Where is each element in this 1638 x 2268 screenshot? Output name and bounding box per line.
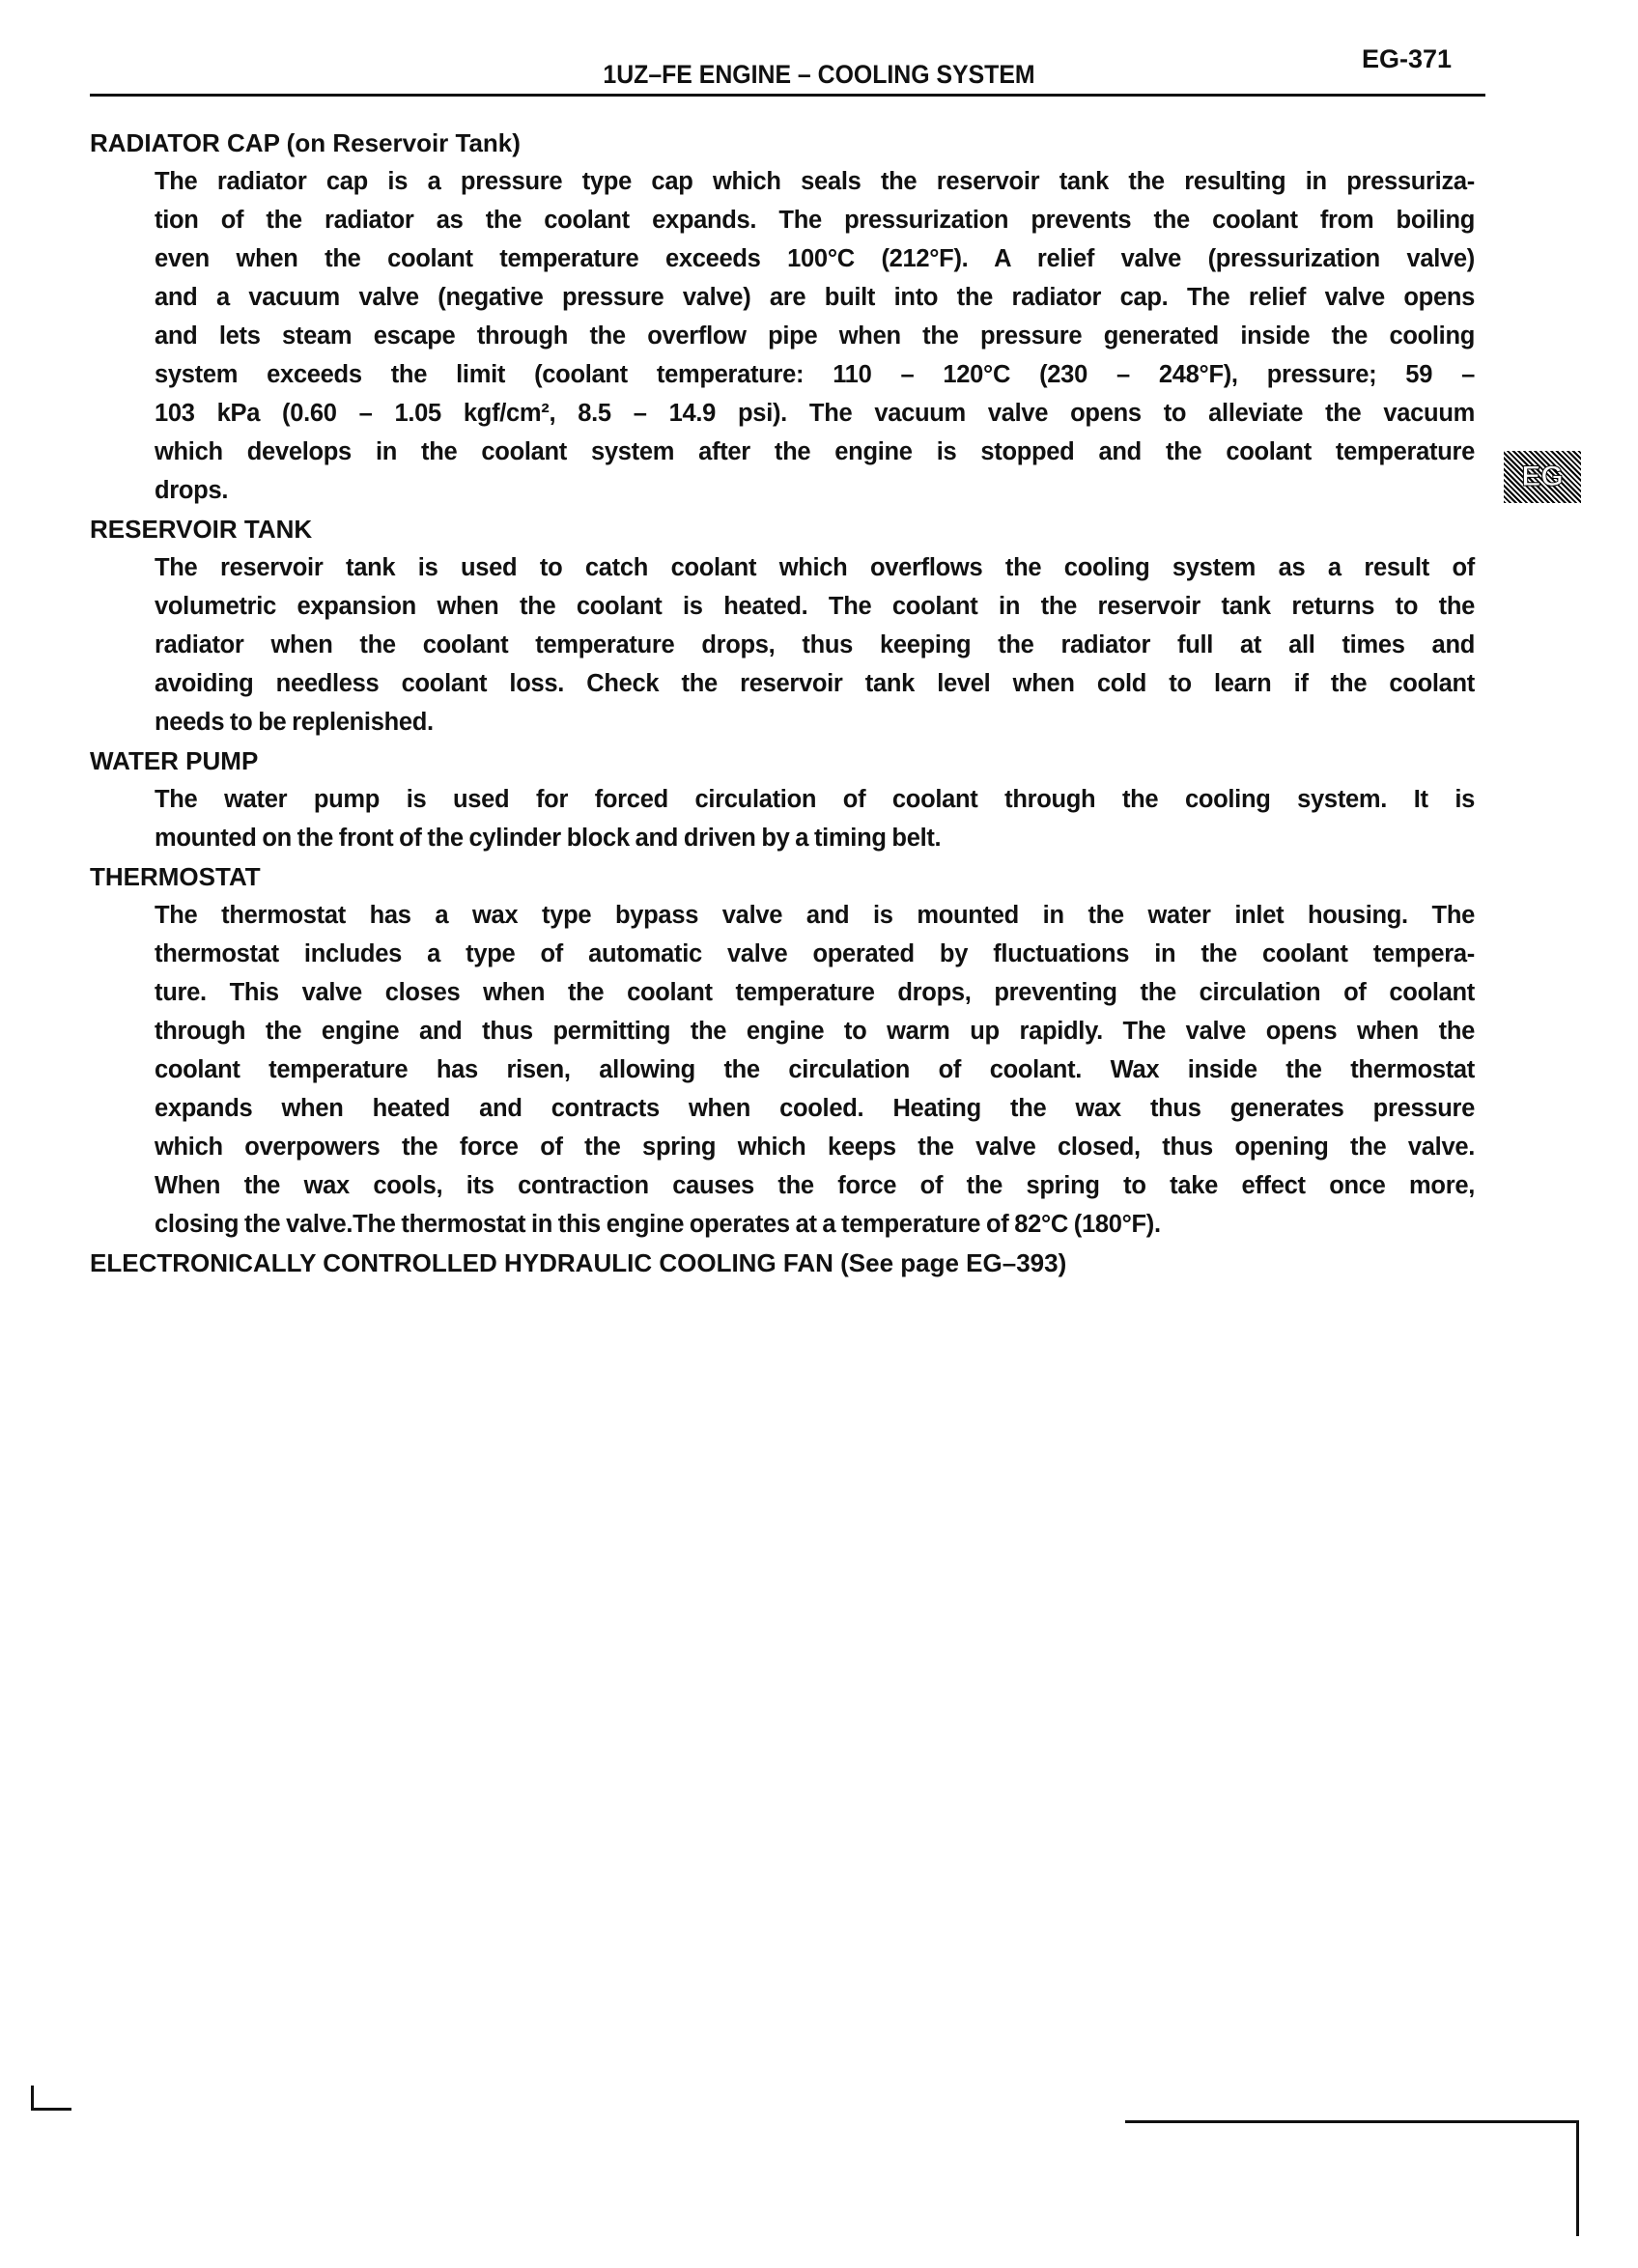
page-number: EG-371 [1362, 44, 1453, 73]
paragraph-line: thermostat includes a type of automatic valve operated by fluctuations in the coolant tempera- [155, 940, 1475, 967]
paragraph-line: and a vacuum valve (negative pressure valve) are built into the radiator cap. The relief valve opens [155, 284, 1475, 311]
section [90, 124, 1485, 510]
paragraph-line: 103 kPa (0.60 – 1.05 kgf/cm², 8.5 – 14.9 psi). The vacuum valve opens to alleviate the vacuum [155, 400, 1475, 427]
paragraph-line: expands when heated and contracts when cooled. Heating the wax thus generates pressure [155, 1095, 1475, 1122]
section-paragraph [155, 780, 1475, 857]
document-body [90, 124, 1485, 1282]
section-heading: RADIATOR CAP (on Reservoir Tank) [90, 128, 521, 157]
paragraph-line: even when the coolant temperature exceeds 100°C (212°F). A relief valve (pressurization valve) [155, 245, 1475, 272]
section-paragraph [155, 548, 1475, 742]
paragraph-line: drops. [155, 477, 229, 504]
footer-bracket [1576, 2120, 1579, 2236]
section [90, 510, 1485, 742]
section-heading: RESERVOIR TANK [90, 515, 313, 544]
paragraph-line: When the wax cools, its contraction causes the force of the spring to take effect once more, [155, 1172, 1475, 1199]
paragraph-line: and lets steam escape through the overflow pipe when the pressure generated inside the cooling [155, 322, 1475, 350]
paragraph-line: which develops in the coolant system after the engine is stopped and the coolant temperature [155, 438, 1475, 465]
section-heading: ELECTRONICALLY CONTROLLED HYDRAULIC COOLING FAN (See page EG–393) [90, 1248, 1067, 1277]
section-title: 1UZ–FE ENGINE – COOLING SYSTEM [603, 60, 1035, 89]
paragraph-line: tion of the radiator as the coolant expands. The pressurization prevents the coolant from boiling [155, 207, 1475, 234]
paragraph-line: The radiator cap is a pressure type cap which seals the reservoir tank the resulting in pressuriza- [155, 168, 1475, 195]
paragraph-line: through the engine and thus permitting the engine to warm up rapidly. The valve opens when the [155, 1018, 1475, 1045]
paragraph-line: system exceeds the limit (coolant temperature: 110 – 120°C (230 – 248°F), pressure; 59 – [155, 361, 1475, 388]
paragraph-line: The water pump is used for forced circulation of coolant through the cooling system. It is [155, 786, 1475, 813]
footer-rule [1125, 2120, 1579, 2123]
section-heading: THERMOSTAT [90, 862, 261, 891]
section [90, 857, 1485, 1244]
section [90, 1244, 1485, 1282]
paragraph-line: radiator when the coolant temperature drops, thus keeping the radiator full at all times and [155, 631, 1475, 658]
paragraph-line: which overpowers the force of the spring which keeps the valve closed, thus opening the valve. [155, 1134, 1475, 1161]
paragraph-line: ture. This valve closes when the coolant temperature drops, preventing the circulation of coolant [155, 979, 1475, 1006]
section [90, 742, 1485, 857]
paragraph-line: coolant temperature has risen, allowing the circulation of coolant. Wax inside the thermostat [155, 1056, 1475, 1083]
paragraph-line: mounted on the front of the cylinder block and driven by a timing belt. [155, 825, 942, 852]
header-rule [90, 94, 1485, 97]
paragraph-line: needs to be replenished. [155, 709, 434, 736]
section-paragraph [155, 162, 1475, 510]
paragraph-line: The reservoir tank is used to catch coolant which overflows the cooling system as a result of [155, 554, 1475, 581]
section-paragraph [155, 896, 1475, 1244]
paragraph-line: closing the valve.The thermostat in this engine operates at a temperature of 82°C (180°F). [155, 1211, 1161, 1238]
crop-mark [31, 2108, 71, 2111]
section-heading: WATER PUMP [90, 746, 259, 775]
paragraph-line: volumetric expansion when the coolant is heated. The coolant in the reservoir tank returns to the [155, 593, 1475, 620]
paragraph-line: avoiding needless coolant loss. Check the reservoir tank level when cold to learn if the coolant [155, 670, 1475, 697]
paragraph-line: The thermostat has a wax type bypass valve and is mounted in the water inlet housing. The [155, 902, 1475, 929]
crop-mark [31, 2086, 34, 2111]
section-tab-eg: EG [1504, 451, 1581, 503]
